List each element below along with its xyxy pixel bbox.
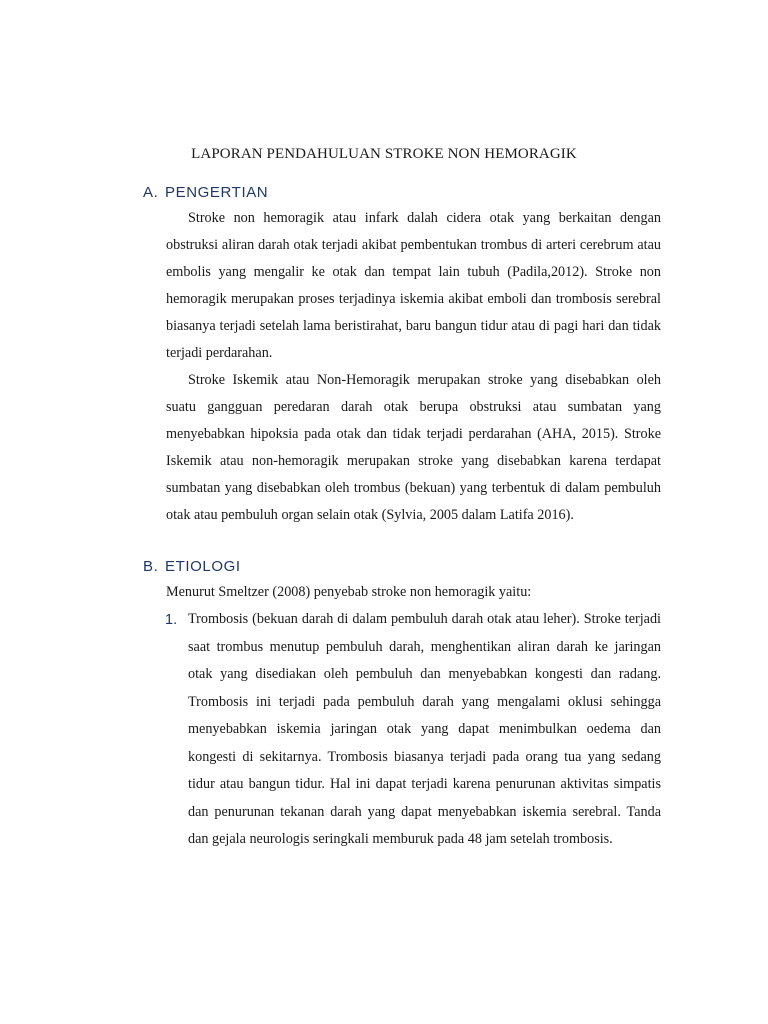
section-title: PENGERTIAN bbox=[165, 184, 269, 201]
paragraph-pengertian-2: Stroke Iskemik atau Non-Hemoragik merupakan stroke yang disebabkan oleh suatu gangguan peredaran darah otak berupa obstruksi atau sumbatan yang menyebabkan hipoksia pada otak dan tidak terjadi perdarahan (AHA, 2015). Stroke Iskemik atau non-hemoragik merupakan stroke yang disebabkan karena terdapat sumbatan yang disebabkan oleh trombus (bekuan) yang terbentuk di dalam pembuluh otak atau pembuluh organ selain otak (Sylvia, 2005 dalam Latifa 2016). bbox=[166, 372, 661, 523]
section-heading-etiologi bbox=[143, 558, 241, 575]
paragraph-pengertian-1: Stroke non hemoragik atau infark dalah cidera otak yang berkaitan dengan obstruksi aliran darah otak terjadi akibat pembentukan trombus di arteri cerebrum atau embolis yang mengalir ke otak dan tempat lain tubuh (Padila,2012). Stroke non hemoragik merupakan proses terjadinya iskemia akibat emboli dan trombosis serebral biasanya terjadi setelah lama beristirahat, baru bangun tidur atau di pagi hari dan tidak terjadi perdarahan. bbox=[166, 210, 661, 361]
section-title: ETIOLOGI bbox=[165, 558, 241, 575]
document-title: LAPORAN PENDAHULUAN STROKE NON HEMORAGIK bbox=[191, 146, 577, 162]
section-letter: A. bbox=[143, 184, 159, 201]
list-item-text: Trombosis (bekuan darah di dalam pembuluh darah otak atau leher). Stroke terjadi saat trombus menutup pembuluh darah, menghentikan aliran darah ke jaringan otak yang disediakan oleh pembuluh dan menyebabkan kongesti dan radang. Trombosis ini terjadi pada pembuluh darah yang mengalami oklusi sehingga menyebabkan iskemia jaringan otak yang dapat menimbulkan oedema dan kongesti di sekitarnya. Trombosis biasanya terjadi pada orang tua yang sedang tidur atau bangun tidur. Hal ini dapat terjadi karena penurunan aktivitas simpatis dan penurunan tekanan darah yang dapat menyebabkan iskemia serebral. Tanda dan gejala neurologis seringkali memburuk pada 48 jam setelah trombosis. bbox=[188, 611, 661, 847]
list-item-number: 1. bbox=[165, 612, 178, 628]
section-letter: B. bbox=[143, 558, 159, 575]
paragraph-etiologi-intro: Menurut Smeltzer (2008) penyebab stroke non hemoragik yaitu: bbox=[166, 584, 532, 600]
section-heading-pengertian bbox=[143, 184, 268, 201]
